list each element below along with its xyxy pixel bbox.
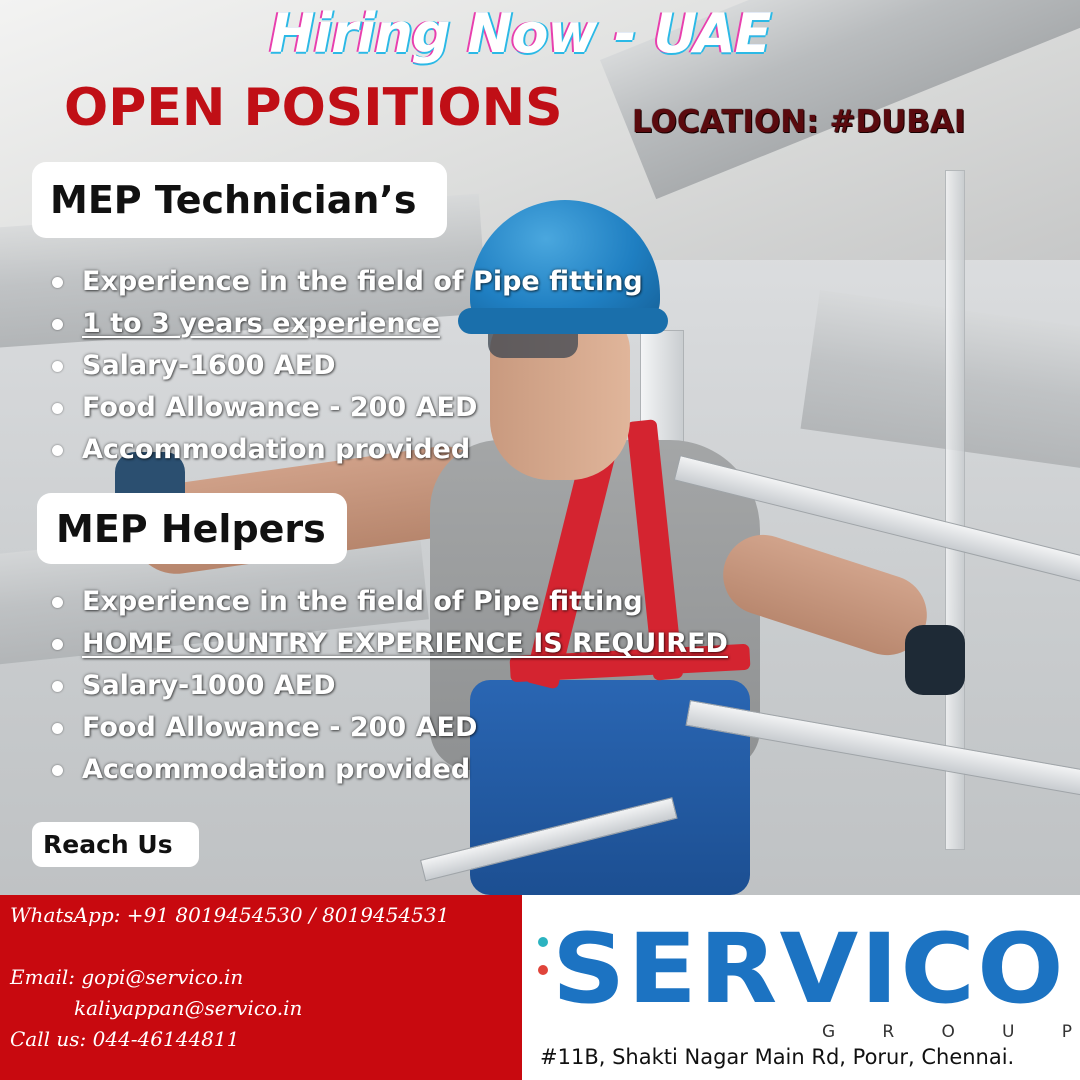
position-title-text: MEP Technician’s xyxy=(50,178,417,222)
reach-us-label xyxy=(32,822,199,867)
company-logo-panel xyxy=(522,895,1080,1080)
list-item: Food Allowance - 200 AED xyxy=(50,707,728,749)
logo-dot-teal xyxy=(538,937,548,947)
logo-subtitle: G R O U P xyxy=(822,1022,1072,1042)
reach-us-text: Reach Us xyxy=(43,830,173,859)
position-title-text: MEP Helpers xyxy=(56,506,326,551)
position-title-technician xyxy=(32,162,447,238)
location-label: LOCATION: #DUBAI xyxy=(632,104,966,140)
technician-requirements-list xyxy=(50,261,643,471)
email-contact-secondary[interactable]: kaliyappan@servico.in xyxy=(74,996,303,1020)
company-logo: SERVICO xyxy=(552,913,1066,1025)
helpers-requirements-list xyxy=(50,581,728,791)
list-item: 1 to 3 years experience xyxy=(50,303,643,345)
worker-glove xyxy=(905,625,965,695)
headline: Hiring Now - UAE xyxy=(269,2,771,65)
company-address: #11B, Shakti Nagar Main Rd, Porur, Chennai. xyxy=(540,1045,1015,1069)
list-item: Food Allowance - 200 AED xyxy=(50,387,643,429)
list-item: Experience in the field of Pipe fitting xyxy=(50,261,643,303)
position-title-helpers xyxy=(37,493,347,564)
list-item: HOME COUNTRY EXPERIENCE IS REQUIRED xyxy=(50,623,728,665)
list-item: Accommodation provided xyxy=(50,749,728,791)
logo-dot-red xyxy=(538,965,548,975)
open-positions-heading: OPEN POSITIONS xyxy=(64,78,563,138)
contact-panel xyxy=(0,895,522,1080)
email-contact-primary[interactable]: Email: gopi@servico.in xyxy=(10,965,244,989)
phone-contact[interactable]: Call us: 044-46144811 xyxy=(10,1027,240,1051)
list-item: Salary-1000 AED xyxy=(50,665,728,707)
whatsapp-contact[interactable]: WhatsApp: +91 8019454530 / 8019454531 xyxy=(10,903,450,927)
list-item: Salary-1600 AED xyxy=(50,345,643,387)
list-item: Experience in the field of Pipe fitting xyxy=(50,581,728,623)
list-item: Accommodation provided xyxy=(50,429,643,471)
